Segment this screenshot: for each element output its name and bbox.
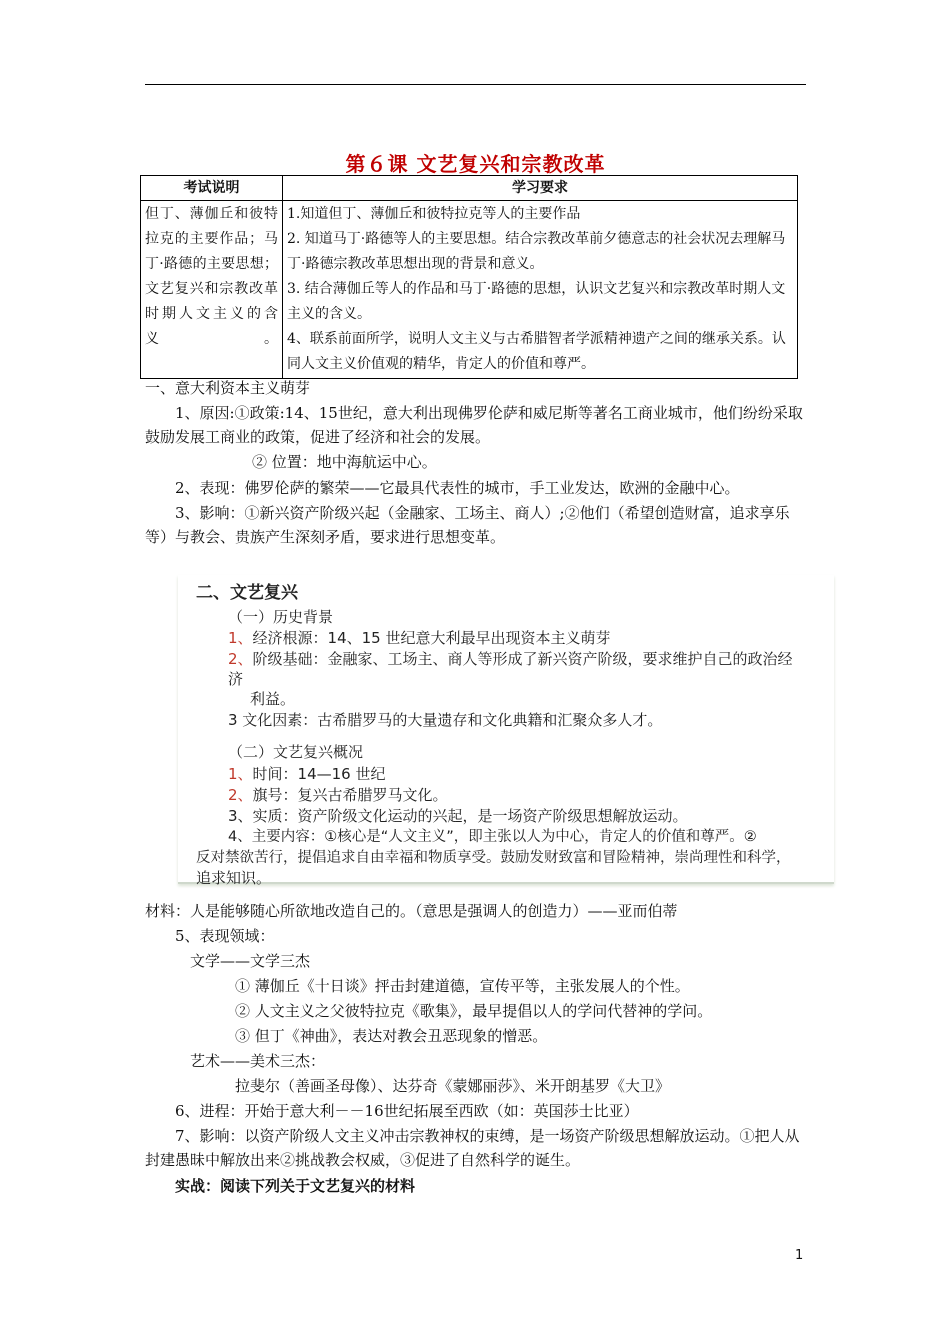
literature-item: ② 人文主义之父彼特拉克《歌集》，最早提倡以人的学问代替神的学问。 [235, 1002, 713, 1020]
learning-requirements [283, 201, 798, 379]
performance-paragraph: 2、表现：佛罗伦萨的繁荣——它最具代表性的城市，手工业发达，欧洲的金融中心。 [175, 479, 740, 497]
section1-heading: 一、意大利资本主义萌芽 [145, 379, 311, 397]
image-item-cont: 利益。 [250, 690, 296, 708]
process-paragraph: 6、进程：开始于意大利－－16世纪拓展至西欧（如：英国莎士比亚） [175, 1102, 639, 1120]
image-sub-background: （一）历史背景 [228, 608, 334, 626]
cause-paragraph: 1、原因:①政策:14、15世纪，意大利出现佛罗伦萨和威尼斯等著名工商业城市，他们纷纷采取鼓励发展工商业的政策，促进了经济和社会的发展。 [145, 404, 803, 446]
literature-item: ① 薄伽丘《十日谈》抨击封建道德，宣传平等，主张发展人的个性。 [235, 977, 690, 995]
impact-paragraph: 3、影响：①新兴资产阶级兴起（金融家、工场主、商人）;②他们（希望创造财富，追求享乐等）与教会、贵族产生深刻矛盾，要求进行思想变革。 [145, 504, 790, 546]
art-heading: 艺术——美术三杰： [190, 1052, 326, 1070]
requirement-item: 2. 知道马丁·路德等人的主要思想。结合宗教改革前夕德意志的社会状况去理解马丁·路德宗教改革思想出现的背景和意义。 [287, 231, 786, 272]
image-item: 2、旗号：复兴古希腊罗马文化。 [228, 786, 448, 804]
image-item-cont: 追求知识。 [196, 869, 272, 887]
table-header-learning: 学习要求 [283, 176, 798, 201]
literature-item: ③ 但丁《神曲》，表达对教会丑恶现象的憎恶。 [235, 1027, 548, 1045]
practice-heading: 实战：阅读下列关于文艺复兴的材料 [175, 1177, 416, 1195]
literature-heading: 文学——文学三杰 [190, 952, 311, 970]
exam-description: 但丁、薄伽丘和彼特拉克的主要作品；马丁·路德的主要思想；文艺复兴和宗教改革时期人文主义的含义。 [141, 201, 283, 379]
requirement-item: 4、联系前面所学，说明人文主义与古希腊智者学派精神遗产之间的继承关系。认同人文主义价值观的精华，肯定人的价值和尊严。 [287, 331, 786, 372]
fields-heading: 5、表现领域： [175, 927, 275, 945]
header-rule [145, 84, 806, 85]
location-paragraph: ② 位置：地中海航运中心。 [252, 453, 437, 471]
art-item: 拉斐尔（善画圣母像）、达芬奇《蒙娜丽莎》、米开朗基罗《大卫》 [235, 1077, 671, 1095]
material-quote: 材料：人是能够随心所欲地改造自己的。（意思是强调人的创造力）——亚而伯蒂 [145, 902, 678, 920]
image-item: 3、实质：资产阶级文化运动的兴起，是一场资产阶级思想解放运动。 [228, 807, 688, 825]
image-sub-overview: （二）文艺复兴概况 [228, 743, 364, 761]
requirement-item: 1.知道但丁、薄伽丘和彼特拉克等人的主要作品 [287, 206, 581, 222]
page-number: 1 [795, 1248, 804, 1263]
image-item-cont: 济 [228, 670, 244, 688]
requirements-table [140, 175, 798, 379]
image-item: 2、阶级基础：金融家、工场主、商人等形成了新兴资产阶级，要求维护自己的政治经 [228, 650, 793, 668]
image-item: 4、主要内容：①核心是“人文主义”，即主张以人为中心，肯定人的价值和尊严。② [228, 829, 757, 845]
requirement-item: 3. 结合薄伽丘等人的作品和马丁·路德的思想，认识文艺复兴和宗教改革时期人文主义的含义。 [287, 281, 786, 322]
image-item: 1、时间：14—16 世纪 [228, 765, 386, 783]
image-heading: 二、文艺复兴 [196, 583, 298, 603]
image-item: 1、经济根源：14、15 世纪意大利最早出现资本主义萌芽 [228, 629, 611, 647]
image-item-cont: 反对禁欲苦行，提倡追求自由幸福和物质享受。鼓励发财致富和冒险精神，崇尚理性和科学， [196, 850, 791, 866]
table-header-exam: 考试说明 [141, 176, 283, 201]
renaissance-summary-image [178, 575, 834, 887]
renaissance-impact: 7、影响：以资产阶级人文主义冲击宗教神权的束缚，是一场资产阶级思想解放运动。①把人从封建愚昧中解放出来②挑战教会权威，③促进了自然科学的诞生。 [145, 1127, 800, 1169]
image-item: 3 文化因素：古希腊罗马的大量遗存和文化典籍和汇聚众多人才。 [228, 711, 663, 729]
lesson-title: 第６课 文艺复兴和宗教改革 [345, 152, 606, 176]
